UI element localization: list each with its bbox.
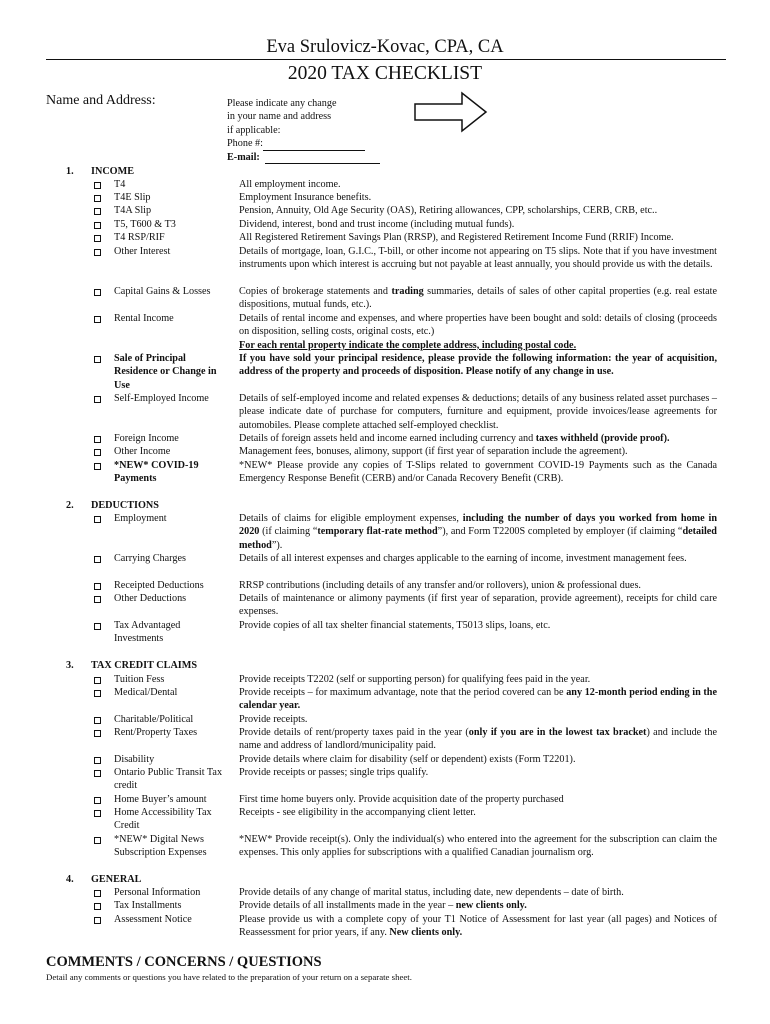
checkbox-news[interactable] [94,837,101,844]
item-medical: Medical/Dental [114,687,178,698]
item-t4a: T4A Slip [114,205,152,216]
desc-tuition: Provide receipts T2202 (self or supporting person) for qualifying fees paid in the year. [239,674,591,685]
item-rent: Rent/Property Taxes [114,727,198,738]
item-other-income: Other Income [114,446,171,457]
checkbox-foreign[interactable] [94,436,101,443]
desc-charitable: Provide receipts. [239,714,308,725]
name-address-label: Name and Address: [46,93,156,108]
checkbox-rent[interactable] [94,730,101,737]
item-tax-advantaged: Tax Advantaged Investments [114,620,181,645]
item-home-buyer: Home Buyer’s amount [114,794,207,805]
name-address-note [227,97,387,164]
desc-rental: Details of rental income and expenses, and where properties have been bought and sold: details of closing (proceeds on disposition, selling costs, original costs, etc.) For each rental property indicate the complete address, including postal code. [239,313,717,351]
desc-accessibility: Receipts - see eligibility in the accompanying client letter. [239,807,476,818]
item-employment: Employment [114,513,167,524]
checkbox-t5[interactable] [94,222,101,229]
item-t5: T5, T600 & T3 [114,219,176,230]
item-tuition: Tuition Fess [114,674,165,685]
section-title-credits: TAX CREDIT CLAIMS [91,660,198,671]
desc-t5: Dividend, interest, bond and trust income (including mutual funds). [239,219,515,230]
desc-covid: *NEW* Please provide any copies of T-Slips related to government COVID-19 Payments such as the Canada Emergency Response Benefit (CERB) and/or Canada Recovery Benefit (CRB). [239,460,717,485]
desc-home-buyer: First time home buyers only. Provide acquisition date of the property purchased [239,794,564,805]
checkbox-transit[interactable] [94,770,101,777]
desc-employment: Details of claims for eligible employment expenses, including the number of days you worked from home in 2020 (if claiming “temporary flat-rate method”), and Form T2200S completed by employer (if claiming “detailed method”). [239,513,717,551]
item-rental: Rental Income [114,313,174,324]
item-other-deductions: Other Deductions [114,593,187,604]
desc-disability: Provide details where claim for disability (self or dependent) exists (Form T2201). [239,754,576,765]
item-covid: *NEW* COVID-19 Payments [114,460,199,485]
desc-self-employed: Details of self-employed income and related expenses & deductions; details of any business related asset purchases – please indicate date of purchase for computers, furniture and equipment, provide invoices/lease agreements for automobiles. Please complete attached self-employed checklist. [239,393,717,431]
checkbox-self-employed[interactable] [94,396,101,403]
desc-t4e: Employment Insurance benefits. [239,192,372,203]
desc-other-income: Management fees, bonuses, alimony, support (if first year of separation include the agreement). [239,446,628,457]
item-disability: Disability [114,754,155,765]
page-title: 2020 TAX CHECKLIST [287,63,483,84]
desc-other-interest: Details of mortgage, loan, G.I.C., T-bill, or other income not appearing on T5 slips. Note that if you have investment instruments upon which interest is accruing but not payable at least annually, you should provide us with the details. [239,246,717,271]
checkbox-employment[interactable] [94,516,101,523]
item-carrying: Carrying Charges [114,553,186,564]
checkbox-t4[interactable] [94,182,101,189]
item-charitable: Charitable/Political [114,714,194,725]
desc-assessment: Please provide us with a complete copy of your T1 Notice of Assessment for last year (all pages) and Notices of Reassessment for prior years, if any. New clients only. [239,914,717,939]
item-t4: T4 [114,179,126,190]
item-principal-residence: Sale of Principal Residence or Change in Use [114,353,217,391]
right-arrow-icon [413,91,488,133]
checkbox-carrying[interactable] [94,556,101,563]
checkbox-covid[interactable] [94,463,101,470]
item-t4e: T4E Slip [114,192,151,203]
checkbox-rental[interactable] [94,316,101,323]
checkbox-assessment[interactable] [94,917,101,924]
item-other-interest: Other Interest [114,246,171,257]
checkbox-installments[interactable] [94,903,101,910]
desc-capital-gains: Copies of brokerage statements and trading summaries, details of sales of other capital properties (e.g. real estate dispositions, mutual funds, etc.). [239,286,717,311]
item-capital-gains: Capital Gains & Losses [114,286,211,297]
email-label: E-mail: [227,151,260,163]
checkbox-tax-advantaged[interactable] [94,623,101,630]
item-installments: Tax Installments [114,900,182,911]
comments-title: COMMENTS / CONCERNS / QUESTIONS [46,954,322,970]
desc-installments: Provide details of all installments made in the year – new clients only. [239,900,527,911]
desc-principal-residence: If you have sold your principal residence, please provide the following information: the year of acquisition, address of the property and proceeds of disposition. Please notify of any change in use. [239,353,717,378]
phone-label: Phone #: [227,138,263,150]
desc-rent: Provide details of rent/property taxes paid in the year (only if you are in the lowest tax bracket) and include the name and address of landlord/municipality paid. [239,727,717,752]
email-input[interactable] [265,152,380,164]
item-t4rsp: T4 RSP/RIF [114,232,165,243]
checkbox-medical[interactable] [94,690,101,697]
checkbox-other-interest[interactable] [94,249,101,256]
desc-transit: Provide receipts or passes; single trips qualify. [239,767,429,778]
checkbox-home-buyer[interactable] [94,797,101,804]
header-divider [46,59,726,60]
section-number: 3. [66,660,74,671]
desc-news: *NEW* Provide receipt(s). Only the individual(s) who entered into the agreement for the subscription can claim the expenses. This only applies for subscriptions with a qualified Canadian journalism org. [239,834,717,859]
checkbox-capital-gains[interactable] [94,289,101,296]
item-assessment: Assessment Notice [114,914,192,925]
item-accessibility: Home Accessibility Tax Credit [114,807,212,832]
section-title-income: INCOME [91,166,135,177]
desc-t4: All employment income. [239,179,341,190]
item-transit: Ontario Public Transit Tax credit [114,767,223,792]
comments-text: Detail any comments or questions you have related to the preparation of your return on a separate sheet. [46,972,412,982]
section-number: 1. [66,166,74,177]
checkbox-receipted[interactable] [94,583,101,590]
item-receipted: Receipted Deductions [114,580,204,591]
checkbox-t4e[interactable] [94,195,101,202]
section-number: 2. [66,500,74,511]
checkbox-t4rsp[interactable] [94,235,101,242]
desc-personal: Provide details of any change of marital status, including date, new dependents – date of birth. [239,887,624,898]
phone-input[interactable] [263,139,365,151]
preparer-name: Eva Srulovicz-Kovac, CPA, CA [266,37,504,57]
desc-other-deductions: Details of maintenance or alimony payments (if first year of separation, provide agreement), receipts for child care expenses. [239,593,717,618]
checkbox-t4a[interactable] [94,208,101,215]
checkbox-accessibility[interactable] [94,810,101,817]
checkbox-other-income[interactable] [94,449,101,456]
item-foreign: Foreign Income [114,433,179,444]
desc-foreign: Details of foreign assets held and income earned including currency and taxes withheld (provide proof). [239,433,670,444]
section-title-general: GENERAL [91,874,142,885]
desc-t4a: Pension, Annuity, Old Age Security (OAS), Retiring allowances, CPP, scholarships, CERB, CRB, etc.. [239,205,658,216]
section-number: 4. [66,874,74,885]
desc-t4rsp: All Registered Retirement Savings Plan (RRSP), and Registered Retirement Income Fund (RRIF) Income. [239,232,674,243]
desc-carrying: Details of all interest expenses and charges applicable to the earning of income, investment management fees. [239,553,687,564]
desc-tax-advantaged: Provide copies of all tax shelter financial statements, T5013 slips, loans, etc. [239,620,551,631]
checkbox-other-deductions[interactable] [94,596,101,603]
checkbox-charitable[interactable] [94,717,101,724]
note-line: if applicable: [227,124,281,136]
item-self-employed: Self-Employed Income [114,393,209,404]
desc-receipted: RRSP contributions (including details of any transfer and/or rollovers), union & professional dues. [239,580,641,591]
phone-field[interactable] [227,137,387,150]
desc-medical: Provide receipts – for maximum advantage, note that the period covered can be any 12-month period ending in the calendar year. [239,687,717,712]
checkbox-principal-residence[interactable] [94,356,101,363]
item-news: *NEW* Digital News Subscription Expenses [114,834,207,859]
checkbox-tuition[interactable] [94,677,101,684]
note-line: Please indicate any change [227,98,337,109]
item-personal: Personal Information [114,887,201,898]
email-field[interactable] [227,151,387,164]
section-title-deductions: DEDUCTIONS [91,500,159,511]
checkbox-disability[interactable] [94,757,101,764]
checkbox-personal[interactable] [94,890,101,897]
note-line: in your name and address [227,111,332,123]
